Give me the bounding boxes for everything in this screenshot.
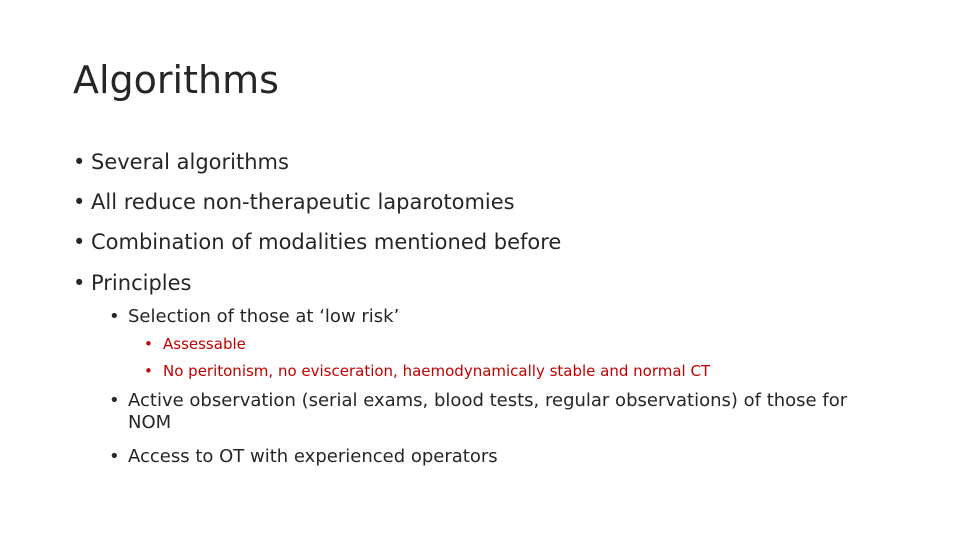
bullet-dot-icon: • xyxy=(144,335,153,353)
bullet-text: Combination of modalities mentioned before xyxy=(91,230,562,254)
sub-sub-bullet-text: Assessable xyxy=(163,335,246,353)
sub-sub-bullet-text: No peritonism, no evisceration, haemodynamically stable and normal CT xyxy=(163,362,711,380)
sub-bullet-text: Active observation (serial exams, blood tests, regular observations) of those for NOM xyxy=(128,390,848,433)
bullet-dot-icon: • xyxy=(109,306,120,327)
bullet-item xyxy=(73,149,289,175)
bullet-dot-icon: • xyxy=(73,271,86,295)
sub-bullet-item xyxy=(109,306,399,328)
sub-bullet-item xyxy=(109,446,498,468)
bullet-text: All reduce non-therapeutic laparotomies xyxy=(91,190,515,214)
bullet-dot-icon: • xyxy=(73,230,86,254)
bullet-item xyxy=(73,270,191,296)
sub-sub-bullet-item xyxy=(144,362,710,381)
bullet-dot-icon: • xyxy=(144,362,153,380)
slide-title: Algorithms xyxy=(73,58,279,102)
bullet-dot-icon: • xyxy=(109,390,120,411)
bullet-text: Several algorithms xyxy=(91,150,289,174)
sub-sub-bullet-item xyxy=(144,335,246,354)
bullet-item xyxy=(73,189,515,215)
sub-bullet-text: Access to OT with experienced operators xyxy=(128,446,498,467)
sub-bullet-text: Selection of those at ‘low risk’ xyxy=(128,306,400,327)
sub-bullet-item xyxy=(109,390,868,434)
bullet-item xyxy=(73,229,561,255)
bullet-text: Principles xyxy=(91,271,192,295)
bullet-dot-icon: • xyxy=(109,446,120,467)
bullet-dot-icon: • xyxy=(73,190,86,214)
bullet-dot-icon: • xyxy=(73,150,86,174)
